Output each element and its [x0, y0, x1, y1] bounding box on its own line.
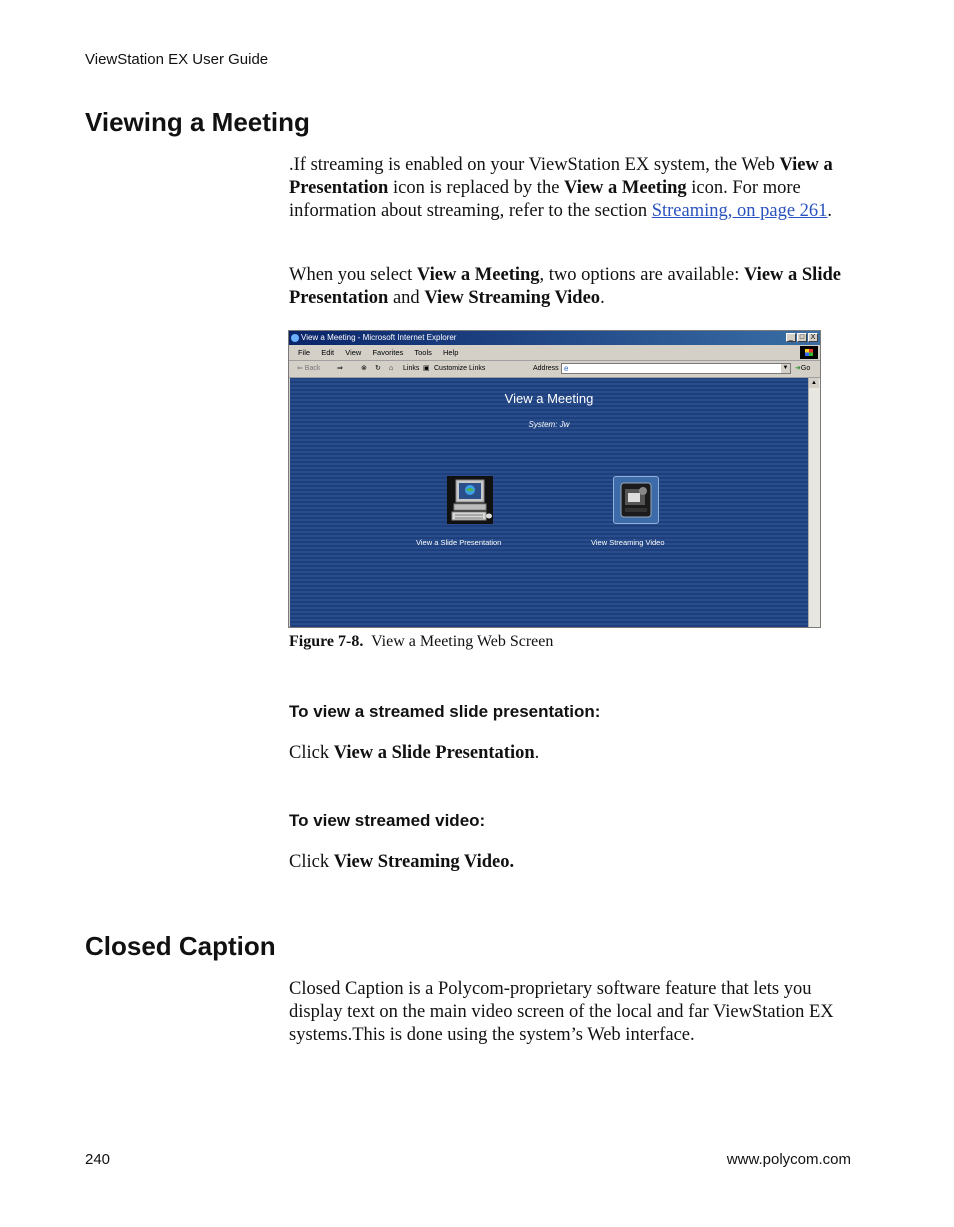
procedure-heading-slide: To view a streamed slide presentation: — [289, 702, 601, 721]
scroll-up-icon[interactable]: ▲ — [809, 378, 819, 388]
menu-file[interactable]: File — [298, 348, 311, 357]
ie-icon — [291, 334, 299, 342]
system-name-label: System: Jw — [528, 420, 570, 429]
menu-edit[interactable]: Edit — [321, 348, 335, 357]
procedure-heading-video: To view streamed video: — [289, 811, 486, 830]
footer-url: www.polycom.com — [726, 1151, 851, 1168]
browser-titlebar: View a Meeting - Microsoft Internet Explorer _ □ X — [289, 331, 820, 345]
stop-icon[interactable]: ⊗ — [361, 365, 367, 372]
meeting-page-content — [290, 378, 808, 627]
forward-button[interactable]: ⇒ — [337, 365, 343, 372]
browser-menubar — [289, 345, 820, 361]
menu-help[interactable]: Help — [442, 348, 459, 357]
running-header: ViewStation EX User Guide — [85, 51, 269, 68]
closed-caption-paragraph: Closed Caption is a Polycom-proprietary software feature that lets you display text on the main video screen of the local and far ViewStation EX systems.This is done using the system’s Web interface. — [289, 979, 834, 1045]
back-button[interactable]: ⇐ Back — [297, 365, 321, 372]
links-label[interactable]: Links — [403, 365, 420, 372]
windows-logo-icon — [800, 346, 818, 359]
customize-links[interactable]: Customize Links — [434, 365, 486, 372]
figure-caption: Figure 7-8. View a Meeting Web Screen — [289, 633, 554, 650]
procedure-step-slide: Click View a Slide Presentation. — [289, 743, 540, 763]
meeting-page-title: View a Meeting — [504, 391, 594, 406]
streaming-video-icon[interactable] — [613, 476, 659, 524]
close-button[interactable]: X — [808, 333, 818, 342]
section-heading-closed-caption: Closed Caption — [85, 931, 276, 961]
page-icon: ▣ — [423, 365, 430, 372]
menu-favorites[interactable]: Favorites — [372, 348, 404, 357]
streaming-link[interactable]: Streaming, on page 261 — [651, 201, 828, 221]
page-number: 240 — [85, 1151, 111, 1168]
vertical-scrollbar[interactable] — [808, 378, 820, 627]
menu-tools[interactable]: Tools — [414, 348, 432, 357]
section-heading-viewing-a-meeting: Viewing a Meeting — [85, 107, 310, 137]
home-icon[interactable]: ⌂ — [389, 365, 394, 372]
address-label: Address — [533, 365, 559, 372]
browser-toolbar — [289, 361, 820, 378]
ie-page-icon: e — [564, 364, 569, 373]
slide-presentation-icon[interactable] — [447, 476, 493, 524]
procedure-step-video: Click View Streaming Video. — [289, 852, 515, 872]
intro-paragraph: .If streaming is enabled on your ViewStation EX system, the Web View a Presentation icon is replaced by the View a Meeting icon. For more information about streaming, refer to the section Streaming, on page 261. — [289, 155, 833, 221]
go-arrow-icon: ➔ — [795, 365, 801, 372]
maximize-button[interactable]: □ — [797, 333, 807, 342]
address-dropdown-icon[interactable]: ▼ — [782, 365, 789, 371]
minimize-button[interactable]: _ — [786, 333, 796, 342]
view-slide-presentation-link[interactable]: View a Slide Presentation — [416, 538, 502, 547]
menu-view[interactable]: View — [345, 348, 362, 357]
refresh-icon[interactable]: ↻ — [375, 365, 381, 372]
view-streaming-video-link[interactable]: View Streaming Video — [591, 538, 665, 547]
address-input[interactable] — [561, 363, 791, 374]
options-paragraph: When you select View a Meeting, two options are available: View a Slide Presentation and View Streaming Video. — [289, 265, 841, 308]
go-button[interactable]: ➔Go — [795, 365, 811, 372]
browser-window-figure — [288, 330, 821, 628]
